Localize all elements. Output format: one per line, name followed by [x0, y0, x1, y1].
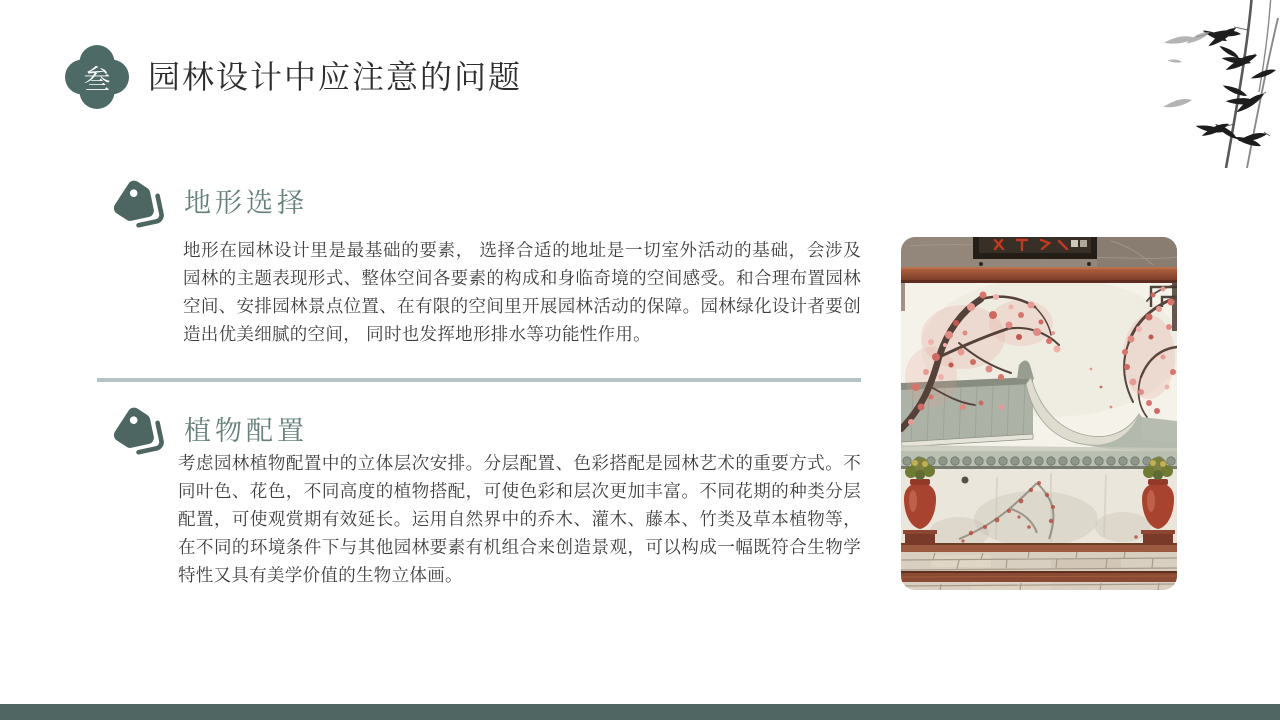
section-body-plants: 考虑园林植物配置中的立体层次安排。分层配置、色彩搭配是园林艺术的重要方式。不同叶色、花色，不同高度的植物搭配，可使色彩和层次更加丰富。不同花期的种类分层配置，可使观赏期有效延长。运用自然界中的乔木、灌木、藤本、竹类及草本植物等，在不同的环境条件下与其他园林要素有机组合来创造景观，可以构成一幅既符合生物学特性又具有美学价值的生物立体画。	[178, 453, 861, 585]
tags-icon	[112, 179, 166, 229]
bamboo-ink-icon	[1138, 0, 1280, 168]
page-title: 园林设计中应注意的问题	[148, 59, 523, 95]
section-heading-plants: 植物配置	[184, 416, 308, 446]
section-heading-terrain: 地形选择	[184, 188, 308, 218]
courtyard-illustration	[901, 237, 1177, 590]
tags-icon	[112, 406, 166, 456]
badge-number: 叁	[83, 64, 111, 95]
section-body-terrain: 地形在园林设计里是最基础的要素， 选择合适的地址是一切室外活动的基础，会涉及园林的主题表现形式、整体空间各要素的构成和身临奇境的空间感受。和合理布置园林空间、安排园林景点位置、在有限的空间里开展园林活动的保障。园林绿化设计者要创造出优美细腻的空间， 同时也发挥地形排水等功能性作用。	[183, 240, 861, 344]
section-divider	[97, 378, 861, 382]
courtyard-image	[901, 237, 1177, 590]
quatrefoil-badge	[64, 44, 130, 110]
footer-bar	[0, 704, 1280, 720]
